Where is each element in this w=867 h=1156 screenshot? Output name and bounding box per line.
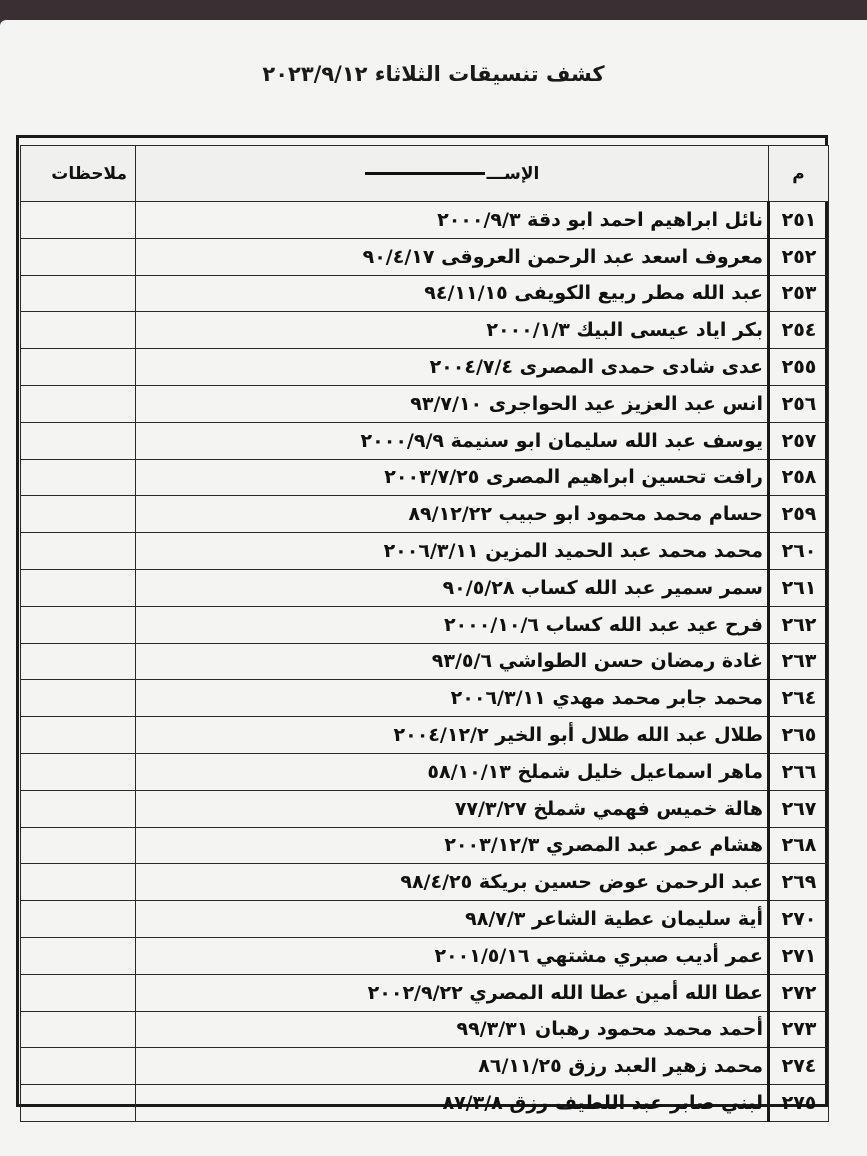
header-row: [21, 146, 829, 202]
row-name: محمد زهير العبد رزق ٨٦/١١/٢٥: [136, 1048, 769, 1085]
table-row: [21, 533, 829, 570]
table-row: [21, 790, 829, 827]
row-notes: [21, 422, 136, 459]
table-row: [21, 1085, 829, 1122]
row-number: ٢٦٧: [769, 790, 829, 827]
row-number: ٢٧٢: [769, 974, 829, 1011]
header-underline-decoration: [365, 172, 485, 175]
table-row: [21, 569, 829, 606]
table-row: [21, 937, 829, 974]
table-row: [21, 312, 829, 349]
row-name: ماهر اسماعيل خليل شملخ ٥٨/١٠/١٣: [136, 753, 769, 790]
row-notes: [21, 275, 136, 312]
row-notes: [21, 937, 136, 974]
table-row: [21, 238, 829, 275]
row-notes: [21, 385, 136, 422]
row-number: ٢٥٦: [769, 385, 829, 422]
row-number: ٢٦٣: [769, 643, 829, 680]
column-header-name: [136, 146, 769, 202]
row-number: ٢٥٩: [769, 496, 829, 533]
row-notes: [21, 901, 136, 938]
row-name: عبد الرحمن عوض حسين بريكة ٩٨/٤/٢٥: [136, 864, 769, 901]
table-row: [21, 643, 829, 680]
row-number: ٢٦٩: [769, 864, 829, 901]
row-notes: [21, 864, 136, 901]
row-name: عمر أديب صبري مشتهي ٢٠٠١/٥/١٦: [136, 937, 769, 974]
row-number: ٢٥٧: [769, 422, 829, 459]
table-row: [21, 385, 829, 422]
row-number: ٢٧١: [769, 937, 829, 974]
page-title: كشف تنسيقات الثلاثاء ٢٠٢٣/٩/١٢: [262, 62, 605, 86]
table-row: [21, 459, 829, 496]
column-header-number: م: [769, 146, 829, 202]
row-notes: [21, 753, 136, 790]
row-number: ٢٦٦: [769, 753, 829, 790]
row-number: ٢٥٣: [769, 275, 829, 312]
row-number: ٢٦٨: [769, 827, 829, 864]
row-name: طلال عبد الله طلال أبو الخير ٢٠٠٤/١٢/٢: [136, 717, 769, 754]
row-notes: [21, 312, 136, 349]
row-notes: [21, 790, 136, 827]
row-number: ٢٦٤: [769, 680, 829, 717]
row-name: لبني صابر عبد اللطيف رزق ٨٧/٣/٨: [136, 1085, 769, 1122]
row-notes: [21, 496, 136, 533]
table-row: [21, 349, 829, 386]
row-name: يوسف عبد الله سليمان ابو سنيمة ٢٠٠٠/٩/٩: [136, 422, 769, 459]
row-name: سمر سمير عبد الله كساب ٩٠/٥/٢٨: [136, 569, 769, 606]
row-number: ٢٧٥: [769, 1085, 829, 1122]
row-notes: [21, 202, 136, 239]
row-name: هالة خميس فهمي شملخ ٧٧/٣/٢٧: [136, 790, 769, 827]
row-notes: [21, 569, 136, 606]
names-table: [20, 145, 829, 1122]
row-number: ٢٧٣: [769, 1011, 829, 1048]
row-number: ٢٦٥: [769, 717, 829, 754]
row-number: ٢٥٢: [769, 238, 829, 275]
table-row: [21, 974, 829, 1011]
row-name: انس عبد العزيز عيد الحواجرى ٩٣/٧/١٠: [136, 385, 769, 422]
row-notes: [21, 827, 136, 864]
row-name: حسام محمد محمود ابو حبيب ٨٩/١٢/٢٢: [136, 496, 769, 533]
table-row: [21, 202, 829, 239]
table-row: [21, 496, 829, 533]
row-notes: [21, 974, 136, 1011]
table-row: [21, 901, 829, 938]
row-notes: [21, 1011, 136, 1048]
row-name: محمد جابر محمد مهدي ٢٠٠٦/٣/١١: [136, 680, 769, 717]
row-name: عبد الله مطر ربيع الكويفى ٩٤/١١/١٥: [136, 275, 769, 312]
row-notes: [21, 1085, 136, 1122]
row-name: أية سليمان عطية الشاعر ٩٨/٧/٣: [136, 901, 769, 938]
row-name: معروف اسعد عبد الرحمن العروقى ٩٠/٤/١٧: [136, 238, 769, 275]
row-number: ٢٥٨: [769, 459, 829, 496]
row-notes: [21, 680, 136, 717]
table-row: [21, 1048, 829, 1085]
row-number: ٢٧٠: [769, 901, 829, 938]
row-notes: [21, 238, 136, 275]
row-notes: [21, 717, 136, 754]
row-name: أحمد محمد محمود رهبان ٩٩/٣/٣١: [136, 1011, 769, 1048]
table-row: [21, 827, 829, 864]
row-number: ٢٥٤: [769, 312, 829, 349]
row-notes: [21, 1048, 136, 1085]
row-number: ٢٦١: [769, 569, 829, 606]
row-name: رافت تحسين ابراهيم المصرى ٢٠٠٣/٧/٢٥: [136, 459, 769, 496]
row-notes: [21, 349, 136, 386]
row-number: ٢٥٥: [769, 349, 829, 386]
row-name: هشام عمر عبد المصري ٢٠٠٣/١٢/٣: [136, 827, 769, 864]
row-number: ٢٦٢: [769, 606, 829, 643]
column-header-name-label: الإســـ: [486, 163, 540, 184]
table-row: [21, 680, 829, 717]
table-row: [21, 422, 829, 459]
row-name: عطا الله أمين عطا الله المصري ٢٠٠٢/٩/٢٢: [136, 974, 769, 1011]
row-name: فرح عيد عبد الله كساب ٢٠٠٠/١٠/٦: [136, 606, 769, 643]
row-notes: [21, 606, 136, 643]
table-row: [21, 717, 829, 754]
row-number: ٢٥١: [769, 202, 829, 239]
row-name: بكر اياد عيسى البيك ٢٠٠٠/١/٣: [136, 312, 769, 349]
table-row: [21, 753, 829, 790]
row-name: عدى شادى حمدى المصرى ٢٠٠٤/٧/٤: [136, 349, 769, 386]
row-notes: [21, 643, 136, 680]
row-number: ٢٧٤: [769, 1048, 829, 1085]
column-header-notes: ملاحظات: [21, 146, 136, 202]
row-name: غادة رمضان حسن الطواشي ٩٣/٥/٦: [136, 643, 769, 680]
row-notes: [21, 533, 136, 570]
table-row: [21, 864, 829, 901]
row-name: محمد محمد عبد الحميد المزين ٢٠٠٦/٣/١١: [136, 533, 769, 570]
table-row: [21, 606, 829, 643]
row-name: نائل ابراهيم احمد ابو دقة ٢٠٠٠/٩/٣: [136, 202, 769, 239]
row-notes: [21, 459, 136, 496]
row-number: ٢٦٠: [769, 533, 829, 570]
table-row: [21, 1011, 829, 1048]
table-row: [21, 275, 829, 312]
